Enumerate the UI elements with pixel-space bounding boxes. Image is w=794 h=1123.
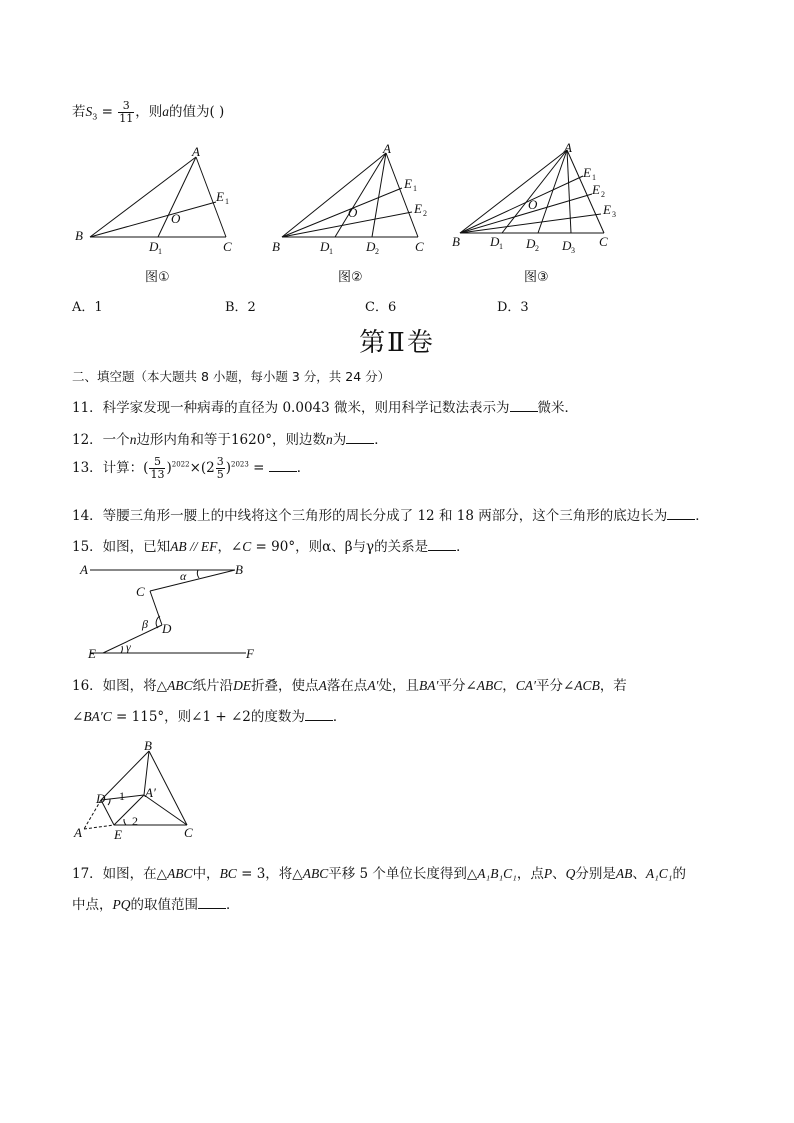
option-b[interactable]: B．2 — [225, 300, 256, 315]
fig15-label-d: D — [162, 621, 172, 636]
fig3-label-e2-sub: 2 — [601, 190, 605, 199]
fig16-label-a-prime: A′ — [145, 785, 156, 800]
question-16-line2: ∠BA′C = 115°，则∠1 + ∠2的度数为 ． — [72, 709, 347, 725]
fig3-label-o: O — [528, 197, 538, 212]
question-13: 13．计算：( $\frac{5}{13}$ )$^{2022}$×(2 $\frac{3}{5}$ )$^{2023}$ = ． — [72, 455, 311, 481]
question-17-line2: 中点，PQ的取值范围 ． — [72, 897, 240, 913]
fig1-label-a: A — [192, 144, 200, 159]
fig2-label-b: B — [272, 239, 280, 254]
option-c[interactable]: C．6 — [365, 300, 397, 315]
fig2-label-d1-sub: 1 — [329, 247, 333, 256]
fig3-label-e1-sub: 1 — [592, 173, 596, 182]
option-d[interactable]: D．3 — [497, 300, 529, 315]
question-12: 12．一个n边形内角和等于1620°，则边数n为 ． — [72, 432, 388, 448]
answer-blank[interactable] — [346, 431, 374, 444]
question-16: 16．如图，将△ABC纸片沿DE折叠，使点A落在点A′处，且BA′平分∠ABC，CA′平分∠ACB，若 — [72, 678, 627, 694]
fig1-label-o: O — [171, 211, 181, 226]
figure-1 — [90, 157, 226, 237]
answer-blank[interactable] — [269, 459, 297, 472]
fig15-label-a: A — [80, 562, 88, 577]
fig16-label-c: C — [184, 825, 193, 840]
fig15-label-f: F — [246, 646, 254, 661]
fig3-label-e2: E — [592, 182, 600, 197]
question-14: 14．等腰三角形一腰上的中线将这个三角形的周长分成了 12 和 18 两部分，这个三角形的底边长为 ． — [72, 508, 709, 524]
fig2-caption: 图② — [338, 270, 363, 285]
figure-3 — [460, 150, 604, 233]
section-heading: 二、填空题（本大题共 8 小题，每小题 3 分，共 24 分） — [72, 369, 391, 384]
fig16-label-b: B — [144, 738, 152, 753]
fig2-label-d1: D — [320, 239, 330, 254]
fig1-label-b: B — [75, 228, 83, 243]
question-11: 11．科学家发现一种病毒的直径为 0.0043 微米，则用科学记数法表示为 微米． — [72, 400, 578, 416]
fig15-label-b: B — [235, 562, 243, 577]
fraction: $\frac{3}{11}$ — [119, 99, 134, 125]
fig3-label-d1: D — [490, 234, 500, 249]
fig3-caption: 图③ — [524, 270, 549, 285]
fig16-label-1: 1 — [119, 789, 125, 803]
fig1-label-d-sub: 1 — [158, 247, 162, 256]
answer-blank[interactable] — [428, 538, 456, 551]
q15-figure — [70, 558, 270, 668]
answer-blank[interactable] — [305, 708, 333, 721]
fig2-label-e2: E — [414, 201, 422, 216]
fig3-label-d2: D — [526, 236, 536, 251]
fig16-label-e: E — [114, 827, 122, 842]
q16-figure — [70, 735, 210, 845]
fig3-label-e3: E — [603, 202, 611, 217]
fig3-label-a: A — [564, 140, 572, 155]
option-a[interactable]: A．1 — [72, 300, 103, 315]
fig2-label-d2: D — [366, 239, 376, 254]
fig3-label-d1-sub: 1 — [499, 242, 503, 251]
fig15-label-alpha: α — [180, 569, 187, 583]
fig2-label-d2-sub: 2 — [375, 247, 379, 256]
question-15: 15．如图，已知AB // EF，∠C = 90°，则α、β与γ的关系是 ． — [72, 539, 470, 555]
fig2-label-e1: E — [404, 176, 412, 191]
fig15-label-c: C — [136, 584, 145, 599]
question-17: 17．如图，在△ABC中，BC = 3，将△ABC平移 5 个单位长度得到△A₁B₁C₁，点P、Q分别是AB、A₁C₁的 — [72, 866, 686, 882]
fig3-label-d2-sub: 2 — [535, 244, 539, 253]
fig2-label-e1-sub: 1 — [413, 184, 417, 193]
fig1-label-d: D — [149, 239, 159, 254]
fig16-label-2: 2 — [132, 814, 138, 828]
fig2-label-a: A — [383, 141, 391, 156]
fig16-label-a: A — [74, 825, 82, 840]
fig15-label-gamma: γ — [126, 640, 131, 654]
fig3-label-b: B — [452, 234, 460, 249]
fig3-label-e3-sub: 3 — [612, 210, 616, 219]
fig2-label-e2-sub: 2 — [423, 209, 427, 218]
fig1-label-e-sub: 1 — [225, 197, 229, 206]
fig3-label-d3-sub: 3 — [571, 246, 575, 255]
fig3-label-e1: E — [583, 165, 591, 180]
fig3-label-d3: D — [562, 238, 572, 253]
fig16-label-d: D — [96, 791, 106, 806]
fig1-label-e: E — [216, 189, 224, 204]
fig2-label-o: O — [348, 205, 358, 220]
figure-2 — [282, 153, 418, 237]
fig3-label-c: C — [599, 234, 608, 249]
fig15-label-e: E — [88, 646, 96, 661]
fig15-label-beta: β — [142, 617, 148, 631]
section-title: 第Ⅱ卷 — [359, 328, 435, 358]
answer-blank[interactable] — [510, 399, 538, 412]
answer-blank[interactable] — [667, 507, 695, 520]
q10-figures — [0, 140, 794, 265]
fig2-label-c: C — [415, 239, 424, 254]
answer-blank[interactable] — [198, 896, 226, 909]
q10-stem: 若$S_3$ = $\frac{3}{11}$ ，则a的值为( ) — [72, 99, 225, 125]
fig1-label-c: C — [223, 239, 232, 254]
fig1-caption: 图① — [145, 270, 170, 285]
